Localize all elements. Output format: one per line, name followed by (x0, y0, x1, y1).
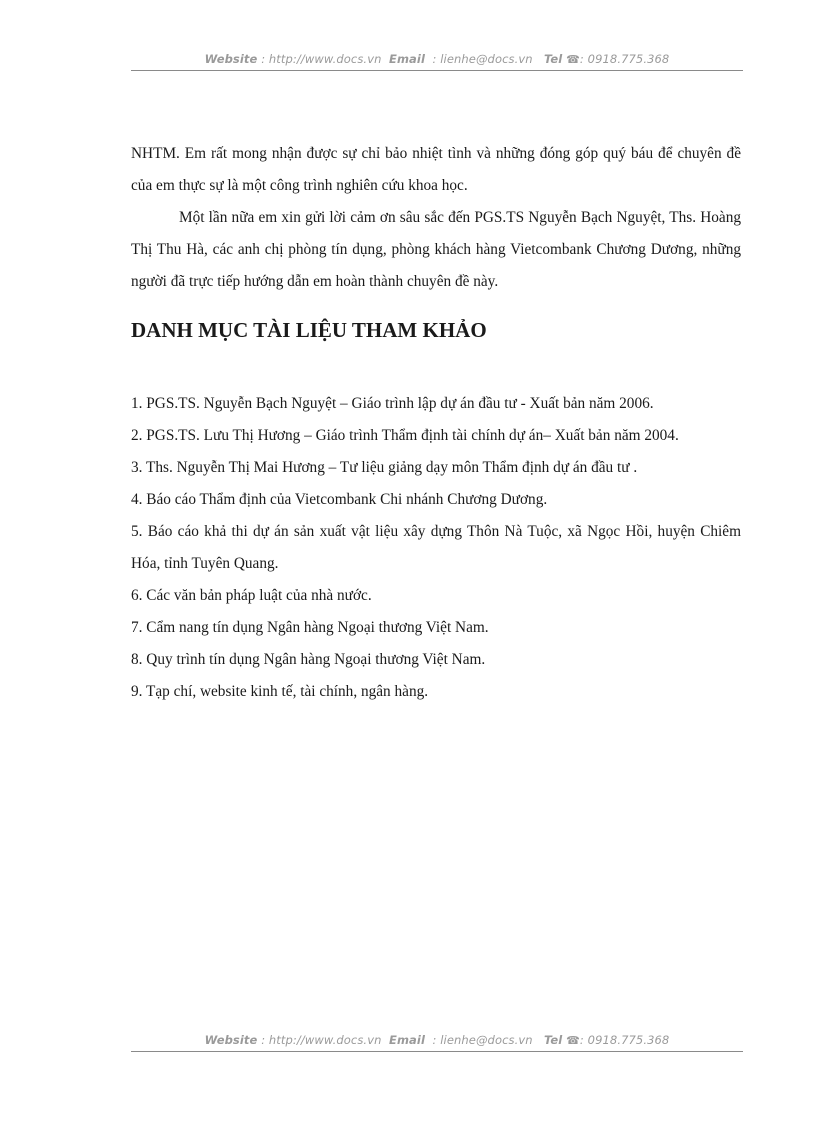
header-website-link[interactable]: : http://www.docs.vn (261, 52, 382, 66)
reference-item: 3. Ths. Nguyễn Thị Mai Hương – Tư liệu giảng dạy môn Thẩm định dự án đầu tư . (131, 459, 638, 476)
header-email-label: Email (389, 52, 425, 66)
footer-email-label: Email (389, 1033, 425, 1047)
header-divider (131, 70, 743, 71)
footer-website-label: Website (204, 1033, 258, 1047)
footer-divider (131, 1051, 743, 1052)
footer-website-link[interactable]: : http://www.docs.vn (261, 1033, 382, 1047)
reference-item: 6. Các văn bản pháp luật của nhà nước. (131, 587, 372, 604)
phone-icon: ☎ (566, 53, 580, 66)
page-header (131, 52, 743, 66)
page-footer (131, 1033, 743, 1047)
reference-item: 4. Báo cáo Thẩm định của Vietcombank Chi nhánh Chương Dương. (131, 491, 548, 508)
reference-item: 5. Báo cáo khả thi dự án sản xuất vật liệu xây dựng Thôn Nà Tuộc, xã Ngọc Hồi, huyện Chiêm Hóa, tỉnh Tuyên Quang. (131, 523, 741, 572)
header-website-label: Website (204, 52, 258, 66)
section-title: DANH MỤC TÀI LIỆU THAM KHẢO (131, 318, 487, 342)
paragraph-1: NHTM. Em rất mong nhận được sự chỉ bảo nhiệt tình và những đóng góp quý báu để chuyên đề của em thực sự là một công trình nghiên cứu khoa học. (131, 145, 741, 194)
reference-item: 9. Tạp chí, website kinh tế, tài chính, ngân hàng. (131, 683, 429, 700)
paragraph-2: Một lần nữa em xin gửi lời cảm ơn sâu sắc đến PGS.TS Nguyễn Bạch Nguyệt, Ths. Hoàng Thị Thu Hà, các anh chị phòng tín dụng, phòng khách hàng Vietcombank Chương Dương, những người đã trực tiếp hướng dẫn em hoàn thành chuyên đề này. (131, 209, 741, 290)
footer-email-link[interactable]: : lienhe@docs.vn (432, 1033, 533, 1047)
reference-item: 1. PGS.TS. Nguyễn Bạch Nguyệt – Giáo trình lập dự án đầu tư - Xuất bản năm 2006. (131, 395, 654, 412)
phone-icon: ☎ (566, 1034, 580, 1047)
header-email-link[interactable]: : lienhe@docs.vn (432, 52, 533, 66)
footer-tel-value: : 0918.775.368 (579, 1033, 670, 1047)
reference-item: 8. Quy trình tín dụng Ngân hàng Ngoại thương Việt Nam. (131, 651, 486, 668)
reference-item: 7. Cẩm nang tín dụng Ngân hàng Ngoại thương Việt Nam. (131, 619, 489, 636)
reference-item: 2. PGS.TS. Lưu Thị Hương – Giáo trình Thẩm định tài chính dự án– Xuất bản năm 2004. (131, 427, 679, 444)
reference-list (131, 388, 741, 708)
header-tel-value: : 0918.775.368 (579, 52, 670, 66)
footer-tel-label: Tel (543, 1033, 563, 1047)
header-tel-label: Tel (543, 52, 563, 66)
